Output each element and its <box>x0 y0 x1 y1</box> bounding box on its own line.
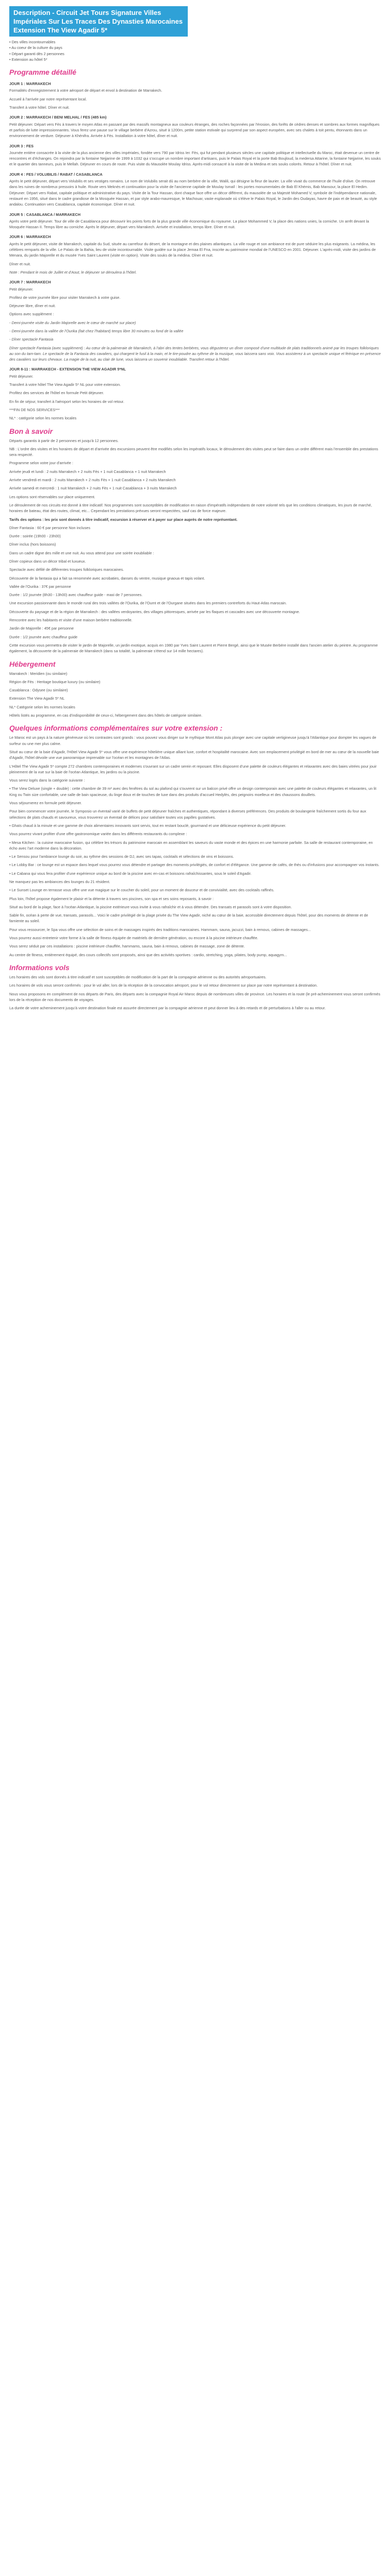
paragraph: Après le petit déjeuner, visite de Marrakech, capitale du Sud, située au carrefour du désert, de la montagne et des plaines atlantiques. La ville rouge et son ambiance est de pure séduire les plus exigeants. La médina, les célèbres remparts de la ville. Le Palais de la Bahia, lieu de visite incontournable. Visite guidée sur la place Jemaa El Fna, inscrite au patrimoine mondial de l'UNESCO en 2001. Déjeuner. L'après-midi, visite des jardins de Menara, du jardin Majorelle et du musée Yves Saint Laurent (visite en option). Visite des souks de la médina. Dîner et nuit. <box>9 241 376 258</box>
paragraph: • Le Lobby Bar : ce lounge est un espace dans lequel vous pourrez vous détendre et partager des moments privilégiés, de confort et d'élégance. Une gamme de cafés, de thés ou d'infusions pour accompagner vos instants. <box>9 862 380 868</box>
intro-bullet: • Des villes incontournables <box>9 40 56 44</box>
paragraph: Casablanca : Odysee (ou similaire) <box>9 688 68 693</box>
paragraph: Vous pourrez aussi entretenir votre forme à la salle de fitness équipée de matériels de dernière génération, ou encore à la piscine intérieure chauffée. <box>9 936 258 941</box>
paragraph: Arrivée samedi et mercredi : 1 nuit Marrakech + 2 nuits Fès + 1 nuit Casablanca + 3 nuits Marrakech <box>9 486 177 491</box>
paragraph: ***FIN DE NOS SERVICES*** <box>9 407 60 412</box>
section-heading: Programme détaillé <box>9 68 76 77</box>
paragraph: Départs garantis à partir de 2 personnes et jusqu'à 12 personnes. <box>9 438 119 443</box>
paragraph: Pour bien commencer votre journée, le Symposio un éventail varié de buffets de petit déjeuner fraîches et authentiques, répondant à diverses préférences. Des produits de boulangerie fraîchement sortis du four aux sélections de plats chauds et savoureux, vous trouverez un éventail de délices pour satisfaire toutes vos papilles gustatives. <box>9 809 366 820</box>
day-heading: JOUR 2 : MARRAKECH / BENI MELHAL / FES (485 km) <box>9 115 107 120</box>
section-heading: Bon à savoir <box>9 427 53 435</box>
paragraph: Région de Fès : Heritage boutique luxury (ou similaire) <box>9 679 101 684</box>
paragraph: Hôtels listés au programme, en cas d'indisponibilité de ceux-ci, hébergement dans des hôtels de catégorie similaire. <box>9 713 203 718</box>
paragraph: Dîner spectacle Fantasia (avec supplément) : Au cœur de la palmeraie de Marrakech, à l'abri des tentes berbères, vous dégusterez un dîner composé d'une multitude de plats traditionnels animé par les troupes folkloriques au son du tam-tam. Le spectacle de la Fantasia des cavaliers, qui chargent le fusil à la main, et le tire-poudre au rythme de la musique, vous laissera sans voix. Vous assisterez à un spectacle unique et féérique en présence des cavaliers sur leurs chevaux. La magie de la nuit, au clair de lune, vous laissera un souvenir inoubliable. Transfert retour à l'hôtel. <box>9 345 381 362</box>
intro-bullet: • Extension au hôtel 5* <box>9 57 47 62</box>
paragraph: Tarifs des options : les prix sont donnés à titre indicatif, excursion à réserver et à payer sur place auprès de notre représentant. <box>9 517 238 522</box>
paragraph: Profitez de votre journée libre pour visiter Marrakech à votre guise. <box>9 295 121 300</box>
paragraph: Situé au cœur de la baie d'Agadir, l'Hôtel View Agadir 5* vous offre une expérience hôtelière unique alliant luxe, confort et hospitalité marocaine. Avec son emplacement privilégié en bord de mer au cœur de la nouvelle baie d'Agadir, l'hôtel dévoile une vue panoramique imprenable sur l'océan et les montagnes de l'Atlas. <box>9 749 379 760</box>
paragraph: Petit déjeuner. Départ vers Fès à travers le moyen Atlas en passant par des massifs montagneux aux couleurs étranges, des roches façonnées par l'érosion, des forêts de cèdres denses et sombres aux formes magnifiques et parfois de lutte impressionnantes. Vous ferez une pause sur le village berbère d'Azrou, situé à 1200m, petite station estivale qui surprend par son aspect européen, avec ses chalets à toit pentu, étonnants dans un environnement de verdure. Déjeuner à Khénifra. Arrivée à Fès. Installation à votre hôtel, dîner et nuit. <box>9 122 380 139</box>
paragraph: Vous pourrez vivant profiter d'une offre gastronomique variée dans les différents restaurants du complexe : <box>9 832 187 837</box>
content-section <box>9 427 382 654</box>
paragraph: Pour vous ressourcer, le Spa vous offre une sélection de soins et de massages inspirés des traditions marocaines. Hammam, sauna, jacuzzi, bain à remous, cabines de massages... <box>9 927 311 932</box>
paragraph: Nous vous proposons en complément de nos départs de Paris, des départs avec la compagnie Royal Air Maroc depuis de nombreuses villes de province. Les horaires et la route (le pré-acheminement vous seront confirmés lors de la réception de nos documents de voyages. <box>9 991 381 1002</box>
paragraph: Dîner et nuit. <box>9 261 31 266</box>
paragraph: Vous serez séduit par ces installations : piscine intérieure chauffée, hammams, sauna, bain à remous, cabines de massage, zone de détente. <box>9 944 245 949</box>
section-heading: Informations vols <box>9 963 70 972</box>
paragraph: La durée de votre acheminement jusqu'à votre destination finale est assurée directement par la compagnie aérienne et peut donner lieu à des retards et de perturbations à l'aller ou au retour. <box>9 1006 326 1011</box>
paragraph: Durée : 1/2 journée (8h30 - 13h00) avec chauffeur guide - maxi de 7 personnes. <box>9 592 143 598</box>
paragraph: Profitez des services de l'hôtel en formule Petit déjeuner. <box>9 391 104 396</box>
paragraph: Situé au bord de la plage, face à l'océan Atlantique, la piscine extérieure vous invite à vous rafraîchir et à vous détendre. Des transats et parasols sont à votre disposition. <box>9 904 292 909</box>
page-title: Description - Circuit Jet Tours Signature Villes Impériales Sur Les Traces Des Dynasties Marocaines Extension The View Agadir 5* <box>9 6 188 37</box>
intro-bullet: • Départ garanti dès 2 personnes <box>9 51 64 56</box>
paragraph: Spectacle avec défilé de différentes troupes folkloriques marocaines. <box>9 567 124 572</box>
paragraph: Petit déjeuner. <box>9 374 34 379</box>
paragraph: Cette excursion vous permettra de visiter le jardin de Majorelle, un jardin exotique, acquis en 1980 par Yves Saint Laurent et Pierre Bergé, ainsi que le Musée Berbère installé dans l'ancien atelier du peintre. Au programme également, la découverte de la palmeraie de Marrakech (dans sa totalité, la palmeraie s'étend sur 14 mille hectares). <box>9 642 378 654</box>
paragraph: Une excursion passionnante dans le monde rural des trois vallées de l'Ourika, de l'Oumt et de l'Ourgane situées dans les premiers contreforts du Haut-Atlas marocain. <box>9 601 287 606</box>
content-section <box>9 723 382 958</box>
paragraph: - Demi-journée visite du Jardin Majorelle avec le cœur de marché sur place) <box>9 320 136 325</box>
paragraph: Formalités d'enregistrement à votre aéroport de départ et envol à destination de Marrakech. <box>9 88 162 93</box>
day-heading: JOUR 1 : MARRAKECH <box>9 81 51 87</box>
content-sections <box>9 67 382 1011</box>
paragraph: Arrivée jeudi et lundi : 2 nuits Marrakech + 2 nuits Fès + 1 nuit Casablanca + 1 nuit Marrakech <box>9 469 166 474</box>
paragraph: Jardin de Majorelle : 45€ par personne <box>9 626 74 631</box>
paragraph: Déjeuner libre, dîner et nuit. <box>9 303 56 309</box>
paragraph: Durée : soirée (19h00 - 23h00) <box>9 534 61 539</box>
page-content <box>0 0 391 1011</box>
paragraph: L'Hôtel The View Agadir 5* compte 272 chambres contemporaines et modernes s'ouvrant sur un cadre serein et reposant. Elles disposent d'une palette de couleurs élégantes et relaxantes avec des baies vitrées pour jouir pleinement de la vue sur la baie de l'océan Atlantique, les jardins ou la piscine. <box>9 764 377 774</box>
section-heading: Quelques informations complémentaires sur votre extension : <box>9 724 223 733</box>
paragraph: Marrakech : Meridien (ou similaire) <box>9 671 68 676</box>
content-section <box>9 67 382 421</box>
day-heading: JOUR 4 : FES / VOLUBILIS / RABAT / CASABLANCA <box>9 172 103 177</box>
paragraph: NB : L'ordre des visites et les horaires de départ et d'arrivée des excursions peuvent être modifiés selon les impératifs locaux, le déroulement des visites peut se faire dans un ordre différent mais l'ensemble des prestations sera respecté. <box>9 446 379 457</box>
paragraph: Le déroulement de nos circuits est donné à titre indicatif. Nos programmes sont susceptibles de modification en raison d'impératifs indépendants de notre volonté tels que les conditions climatiques, les jours de marché, horaires de bateau, état des routes, climat, etc... Cependant les prestations prévues seront respectées, sauf cas de force majeure. <box>9 502 372 514</box>
section-heading: Hébergement <box>9 659 56 668</box>
paragraph: Durée : 1/2 journée avec chauffeur guide <box>9 634 78 639</box>
paragraph: Vous séjournerez en formule petit déjeuner. <box>9 801 82 806</box>
paragraph: Vallée de l'Ourika : 37€ par personne <box>9 584 71 589</box>
paragraph: Découverte de la fantasia qui a fait sa renommée avec acrobaties, danses du ventre, musique gnaoua et tapis volant. <box>9 575 205 581</box>
paragraph: • Le Sensou pour l'ambiance lounge du soir, au rythme des sessions de DJ, avec ses tapas, cocktails et sélections de vins et boissons. <box>9 854 234 859</box>
paragraph: Le Maroc est un pays à la nature généreuse où les contrastes sont grands : vous pouvez vous diriger sur le mythique Mont Atlas puis plonger avec une capitale vertigineuse jusqu'à l'Atlantique pour dompter les vagues de surfeur ou une mer plus calme. <box>9 735 377 746</box>
paragraph: Au centre de fitness, entièrement équipé, des cours collectifs sont proposés, ainsi que des activités sportives : cardio, stretching, yoga, pilates, body pump, aquagym... <box>9 952 287 957</box>
paragraph: • Le Cabana qui vous fera profiter d'une expérience unique au bord de la piscine avec en-cas et boissons rafraîchissantes, sous le soleil d'Agadir. <box>9 871 252 876</box>
paragraph: Dans un cadre digne des mille et une nuit. Au vous attend pour une soirée inoubliable : <box>9 550 154 555</box>
paragraph: Les horaires des vols sont donnés à titre indicatif et sont susceptibles de modification de la part de la compagnie aérienne ou des autorités aéroportuaires. <box>9 974 267 979</box>
paragraph: Extension The View Agadir 5* NL <box>9 696 65 701</box>
paragraph: Après votre petit déjeuner. Tour de ville de Casablanca pour découvrir les points forts de la plus grande ville économique du royaume. La place Mohammed V, la place des nations unies, la corniche. Un arrêt devant la Mosquée Hassan II. Temps libre au corniche. Après le déjeuner, départ vers Marrakech. Arrivée et installation, temps libre. Dîner et nuit. <box>9 218 369 230</box>
paragraph: • Ghaïs chaud à la minute et une gamme de choix alimentaires innovants sont servis, tout en restant bouclé, gourmand et une délicieuse expérience du petit déjeuner. <box>9 823 286 828</box>
paragraph: Accueil à l'arrivée par notre représentant local. <box>9 96 87 101</box>
paragraph: Programme selon votre jour d'arrivée : <box>9 461 73 466</box>
paragraph: Dîner copieux dans un décor tribal et luxueux. <box>9 559 86 564</box>
paragraph: Transfert à votre hôtel The View Agadir 5* NL pour votre extension. <box>9 382 121 387</box>
paragraph: Les options sont réservables sur place uniquement. <box>9 494 95 499</box>
day-heading: JOUR 5 : CASABLANCA / MARRAKECH <box>9 212 80 217</box>
paragraph: Rencontre avec les habitants et visite d'une maison berbère traditionnelle. <box>9 618 133 623</box>
day-heading: JOUR 7 : MARRAKECH <box>9 280 51 285</box>
paragraph: • The View Deluxe (single + double) : cette chambre de 39 m² avec des fenêtres du sol au plafond qui s'ouvrent sur un balcon privé offre un design contemporain avec une palette de couleurs élégantes et relaxantes, un lit King ou Twin size confortable, une salle de bain spacieuse, du linge doux et de touches de luxe dans des produits d'accueil Hedylès, des peignoirs moelleux et des chaussons douillets. <box>9 786 377 797</box>
paragraph: Découverte du paysage et de la région de Marrakech : des vallées verdoyantes, des villages pittoresques, arrivée par les flaques et cascades avec une découverte montagne. <box>9 609 300 614</box>
paragraph: NL* Catégorie selon les normes locales <box>9 704 75 709</box>
paragraph: Journée entière consacrée à la visite de la plus ancienne des villes impériales, fondée vers 790 par Idriss Ier. Fès, qui fut pendant plusieurs siècles une capitale politique et intellectuelle du Maroc, était devenue un centre de rencontres et d'échanges. On rejoindra par la fontaine Nejjarine de 1999 à 1032 qui s'occupe un nombre important d'artisans, puis le Palais Royal et la porte Bab Boujloud, la medersa Attarine, la fontaine Nejjarine, les souks et le quartier des tanneurs, puis le Mellah. Déjeuner en cours de route. Puis visite du Mausolée Moulay Idriss. Après-midi consacré à la visite de la Medina et ses souks colorés. Retour à l'hôtel. Dîner et nuit. <box>9 150 381 167</box>
paragraph: Les horaires de vols vous seront confirmés : pour le vol aller, lors de la réception de la convocation aéroport, pour le vol retour directement sur place par notre représentant à destination. <box>9 983 318 988</box>
content-section <box>9 963 382 1011</box>
paragraph: Après le petit déjeuner, départ vers Volubilis et ses vestiges romains. Le nom de Volubilis serait dû au nom berbère de la ville, Walili, qui désigne la fleur de laurier. La ville vivait du commerce de l'huile d'olive. On retrouve dans les ruines de nombreux pressoirs à huile. Route vers Meknès et continuation pour la visite de l'ancienne capitale de Moulay Ismaïl : les portes monumentales de Bab El Khémis, Bab Mansour, la place El Hedim. Déjeuner. Départ vers Rabat, capitale politique et administrative du pays. Visite de la Tour Hassan, dont chaque face offre un décor différent, du mausolée de sa Majesté Mohamed V, symbole de l'indépendance nationale, restauré en 1956, situé dans le cadre grandiose de la Mosquée Hassan, et par style arabo-mauresque, le Machouar, vaste esplanade où s'élève le Palais Royal, le Jardin des Oudayas, havre de paix et de beauté, au style andalou. Continuation vers Casablanca, capitale économique. Dîner et nuit. <box>9 179 377 207</box>
paragraph: Petit déjeuner. <box>9 286 34 292</box>
paragraph: Arrivée vendredi et mardi : 2 nuits Marrakech + 2 nuits Fès + 1 nuit Casablanca + 2 nuits Marrakech <box>9 478 176 483</box>
paragraph: • Le Sunset Lounge en terrasse vous offre une vue magique sur le coucher du soleil, pour un moment de douceur et de convivialité, avec des cocktails raffinés. <box>9 888 274 893</box>
paragraph: - Dîner spectacle Fantasia <box>9 337 54 342</box>
intro-bullets <box>9 39 382 62</box>
paragraph: - Demi-journée dans la vallée de l'Ourika (fait chez l'habitant) temps libre 30 minutes ou fond de la vallée <box>9 328 184 333</box>
content-section <box>9 659 382 719</box>
paragraph: NL* : catégorie selon les normes locales <box>9 416 77 421</box>
paragraph: Options avec supplément : <box>9 312 54 317</box>
paragraph: En fin de séjour, transfert à l'aéroport selon les horaires de vol retour. <box>9 399 124 404</box>
day-heading: JOUR 8-11 : MARRAKECH - EXTENSION THE VIEW AGADIR 5*NL <box>9 367 126 372</box>
paragraph: Plus loin, l'hôtel propose également le plaisir et la détente à travers ses piscines, son spa et ses soins reposants, à savoir : <box>9 896 214 901</box>
paragraph: Sable fin, océan à perte de vue, transats, parasols... Voici le cadre privilégié de la plage privée du The View Agadir, niché au cœur de la baie, accessible directement depuis l'hôtel, pour des moments de détente et de farniente au soleil. <box>9 913 368 924</box>
day-heading: JOUR 6 : MARRAKECH <box>9 234 51 240</box>
paragraph: • Mesa Kitchen : la cuisine marocaine fusion, qui célèbre les trésors du patrimoine marocain en assemblant les saveurs du vaste monde et des épices en une harmonie parfaite. Sa salle de restaurant contemporaine, en écho avec l'art moderne dans la décoration. <box>9 840 373 851</box>
paragraph: Dîner inclus (hors boissons) <box>9 542 56 547</box>
intro-bullet: • Au coeur de la culture du pays <box>9 45 62 50</box>
paragraph: Dîner Fantasia : 60 € par personne Non incluses <box>9 525 90 530</box>
paragraph: Ne manquez pas les ambiances des lounges du 21 résident. <box>9 879 110 884</box>
paragraph: Transfert à votre hôtel. Dîner et nuit. <box>9 105 70 110</box>
day-heading: JOUR 3 : FES <box>9 143 34 148</box>
paragraph: Note : Pendant le mois de Juillet et d'Aout, le déjeuner se déroulera à l'hôtel. <box>9 269 137 275</box>
paragraph: Vous serez logés dans la catégorie suivante : <box>9 778 85 783</box>
